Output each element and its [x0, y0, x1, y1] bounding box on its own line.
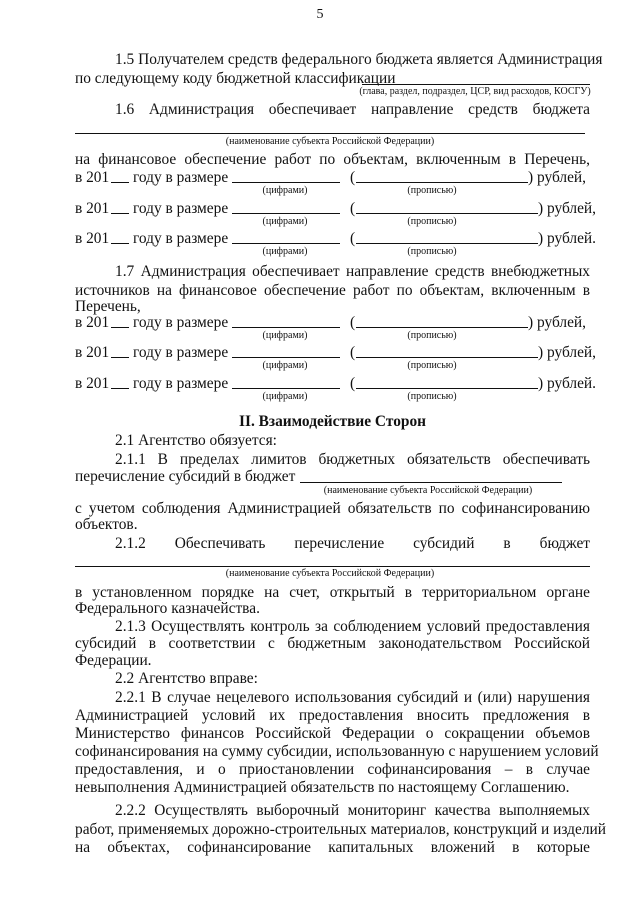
year-prefix: в 201: [75, 344, 110, 361]
p2-1-1-line1: 2.1.1 В пределах лимитов бюджетных обязательств обеспечивать: [115, 451, 590, 468]
paren-open: (: [350, 375, 356, 392]
year-suffix: году в размере: [133, 200, 229, 217]
year-field[interactable]: [111, 229, 129, 244]
subject-name-field-2[interactable]: [300, 482, 562, 483]
year-prefix: в 201: [75, 375, 110, 392]
p2-2-1-line4: софинансирования на сумму субсидии, использованную с нарушением условий: [75, 743, 599, 760]
year-suffix: году в размере: [133, 344, 229, 361]
p2-2: 2.2 Агентство вправе:: [115, 670, 258, 687]
p2-1-3-line3: Федерации.: [75, 652, 152, 669]
year-suffix: году в размере: [133, 169, 229, 186]
p2-1-2-line1: 2.1.2 Обеспечивать перечисление субсидий в бюджет: [115, 535, 590, 552]
year-prefix: в 201: [75, 314, 110, 331]
amount-digits-field[interactable]: [232, 343, 340, 358]
p2-1-1-line3: с учетом соблюдения Администрацией обязательств по софинансированию: [75, 500, 590, 517]
words-caption: (прописью): [407, 185, 457, 196]
subject-name-caption-2: (наименование субъекта Российской Федерации): [323, 485, 533, 496]
amount-digits-field[interactable]: [232, 199, 340, 214]
amount-row: [75, 199, 596, 218]
year-prefix: в 201: [75, 230, 110, 247]
year-suffix: году в размере: [133, 230, 229, 247]
p2-1-3-line2: субсидий в соответствии с бюджетным законодательством Российской: [75, 635, 590, 652]
year-suffix: году в размере: [133, 314, 229, 331]
subject-name-caption-3: (наименование субъекта Российской Федерации): [225, 568, 435, 579]
amount-row: [75, 374, 596, 393]
year-suffix: году в размере: [133, 375, 229, 392]
year-field[interactable]: [111, 199, 129, 214]
paren-open: (: [350, 200, 356, 217]
words-caption: (прописью): [407, 216, 457, 227]
p2-1-1-line2: перечисление субсидий в бюджет: [75, 468, 296, 485]
p2-1-2-line3: Федерального казначейства.: [75, 600, 260, 617]
p2-2-2-line1: 2.2.2 Осуществлять выборочный мониторинг качества выполняемых: [115, 802, 590, 819]
section-heading: II. Взаимодействие Сторон: [238, 413, 427, 430]
p1-6-line2: на финансовое обеспечение работ по объектам, включенным в Перечень,: [75, 151, 590, 168]
p2-2-1-line1: 2.2.1 В случае нецелевого использования субсидий и (или) нарушения: [115, 689, 590, 706]
rubles-label: ) рублей.: [538, 375, 596, 392]
words-caption: (прописью): [407, 246, 457, 257]
words-caption: (прописью): [407, 391, 457, 402]
rubles-label: ) рублей,: [528, 169, 586, 186]
digits-caption: (цифрами): [262, 216, 308, 227]
p2-2-1-line2: Администрацией условий их предоставления вносить предложения в: [75, 707, 590, 724]
p2-2-1-line3: Министерство финансов Российской Федерации о сокращении объемов: [75, 725, 590, 742]
amount-digits-field[interactable]: [232, 374, 340, 389]
p2-1: 2.1 Агентство обязуется:: [115, 432, 277, 449]
p2-2-1-line5: предоставления, и о приостановлении софинансирования – в случае: [75, 761, 590, 778]
amount-words-field[interactable]: [356, 168, 528, 183]
words-caption: (прописью): [407, 330, 457, 341]
p1-7-line3: Перечень,: [75, 298, 141, 315]
p2-1-2-line2: в установленном порядке на счет, открытый в территориальном органе: [75, 584, 590, 601]
amount-row: [75, 313, 590, 332]
paren-open: (: [350, 169, 356, 186]
year-prefix: в 201: [75, 169, 110, 186]
amount-words-field[interactable]: [356, 343, 538, 358]
paren-open: (: [350, 230, 356, 247]
p2-2-2-line3: на объектах, софинансирование капитальных вложений в которые: [75, 839, 590, 856]
p1-5-line2-text: по следующему коду бюджетной классификации: [75, 70, 396, 87]
amount-words-field[interactable]: [356, 199, 538, 214]
digits-caption: (цифрами): [262, 360, 308, 371]
year-field[interactable]: [111, 374, 129, 389]
amount-words-field[interactable]: [356, 374, 538, 389]
budget-code-field[interactable]: [362, 84, 590, 85]
amount-digits-field[interactable]: [232, 229, 340, 244]
rubles-label: ) рублей.: [538, 230, 596, 247]
rubles-label: ) рублей,: [538, 344, 596, 361]
p1-7-line1: 1.7 Администрация обеспечивает направление средств внебюджетных: [115, 263, 590, 280]
p2-1-3-line1: 2.1.3 Осуществлять контроль за соблюдением условий предоставления: [115, 618, 590, 635]
budget-code-caption: (глава, раздел, подраздел, ЦСР, вид расходов, КОСГУ): [359, 86, 591, 97]
amount-row: [75, 168, 590, 187]
p2-2-1-line6: невыполнения Администрацией обязательств по настоящему Соглашению.: [75, 779, 570, 796]
p1-5-line1: 1.5 Получателем средств федерального бюджета является Администрация: [115, 51, 603, 68]
paren-open: (: [350, 314, 356, 331]
amount-digits-field[interactable]: [232, 168, 340, 183]
amount-row: [75, 229, 596, 248]
paren-open: (: [350, 344, 356, 361]
amount-words-field[interactable]: [356, 313, 528, 328]
subject-name-field-3[interactable]: [75, 566, 590, 567]
subject-name-caption-1: (наименование субъекта Российской Федерации): [225, 136, 435, 147]
digits-caption: (цифрами): [262, 246, 308, 257]
words-caption: (прописью): [407, 360, 457, 371]
page-number: 5: [316, 7, 324, 22]
digits-caption: (цифрами): [262, 391, 308, 402]
rubles-label: ) рублей,: [538, 200, 596, 217]
digits-caption: (цифрами): [262, 330, 308, 341]
amount-words-field[interactable]: [356, 229, 538, 244]
p1-6-line1: 1.6 Администрация обеспечивает направление средств бюджета: [115, 101, 590, 118]
rubles-label: ) рублей,: [528, 314, 586, 331]
digits-caption: (цифрами): [262, 185, 308, 196]
p2-2-2-line2: работ, применяемых дорожно-строительных материалов, конструкций и изделий: [75, 821, 606, 838]
year-field[interactable]: [111, 313, 129, 328]
amount-digits-field[interactable]: [232, 313, 340, 328]
subject-name-field-1[interactable]: [75, 133, 585, 134]
p1-7-line2: источников на финансовое обеспечение работ по объектам, включенным в: [75, 282, 590, 299]
year-prefix: в 201: [75, 200, 110, 217]
p2-1-1-line4: объектов.: [75, 516, 138, 533]
year-field[interactable]: [111, 168, 129, 183]
amount-row: [75, 343, 596, 362]
year-field[interactable]: [111, 343, 129, 358]
